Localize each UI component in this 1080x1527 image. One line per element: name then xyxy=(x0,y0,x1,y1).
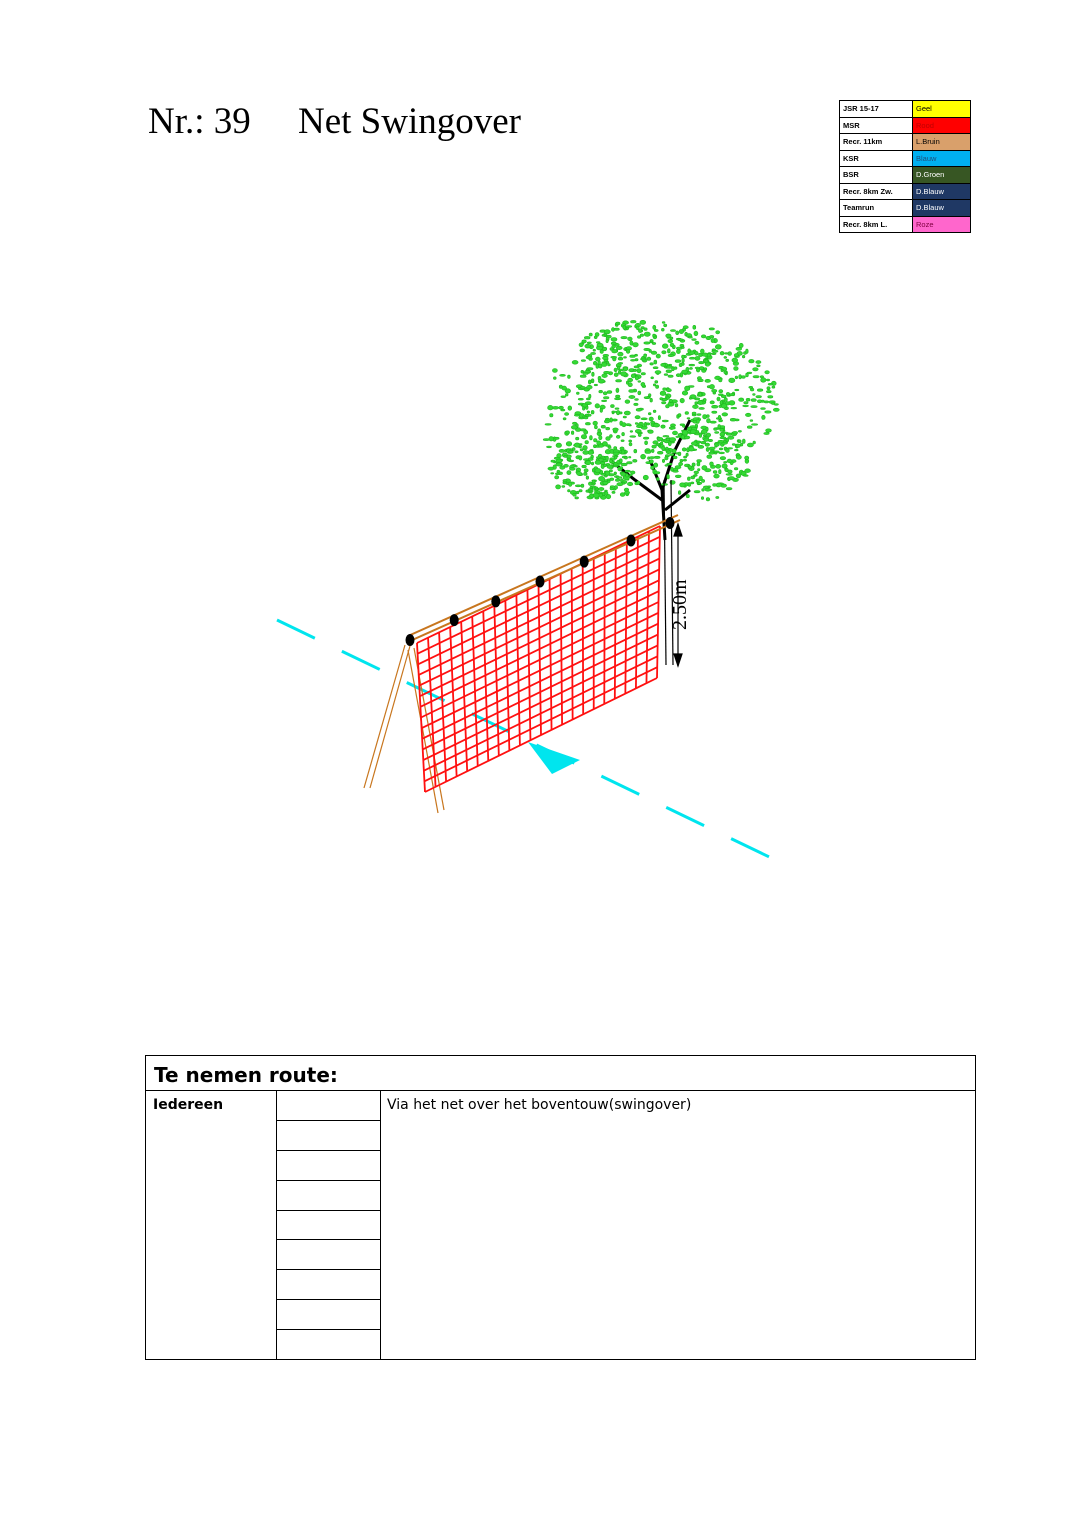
legend-row xyxy=(840,183,971,200)
legend-row xyxy=(840,117,971,134)
legend-route-name: Recr. 11km xyxy=(840,134,913,151)
legend-row xyxy=(840,216,971,233)
direction-arrow xyxy=(528,742,580,774)
legend-row xyxy=(840,167,971,184)
route-table xyxy=(145,1055,976,1360)
legend-route-color: Rood xyxy=(913,117,971,134)
legend-route-color: D.Blauw xyxy=(913,183,971,200)
route-checkbox-column xyxy=(277,1091,381,1360)
legend-route-color: L.Bruin xyxy=(913,134,971,151)
route-color-legend xyxy=(839,100,971,233)
legend-route-name: BSR xyxy=(840,167,913,184)
height-label: 2.50m xyxy=(669,579,691,630)
legend-route-name: JSR 15-17 xyxy=(840,101,913,118)
tree-icon xyxy=(543,320,779,665)
route-check-cell[interactable] xyxy=(277,1181,380,1211)
obstacle-drawing xyxy=(260,310,820,890)
route-check-cell[interactable] xyxy=(277,1330,380,1360)
legend-route-color: D.Blauw xyxy=(913,200,971,217)
legend-route-name: Recr. 8km L. xyxy=(840,216,913,233)
legend-row xyxy=(840,101,971,118)
legend-row xyxy=(840,134,971,151)
legend-route-color: Blauw xyxy=(913,150,971,167)
legend-route-name: MSR xyxy=(840,117,913,134)
legend-route-name: KSR xyxy=(840,150,913,167)
route-check-cell[interactable] xyxy=(277,1211,380,1241)
route-check-cell[interactable] xyxy=(277,1300,380,1330)
legend-row xyxy=(840,150,971,167)
obstacle-number: Nr.: 39 xyxy=(148,101,251,142)
route-heading: Te nemen route: xyxy=(146,1056,975,1091)
route-group: Iedereen xyxy=(146,1091,277,1360)
legend-route-color: Geel xyxy=(913,101,971,118)
obstacle-name: Net Swingover xyxy=(298,101,521,142)
route-check-cell[interactable] xyxy=(277,1091,380,1121)
route-check-cell[interactable] xyxy=(277,1151,380,1181)
route-line xyxy=(277,620,788,866)
route-check-cell[interactable] xyxy=(277,1240,380,1270)
route-check-cell[interactable] xyxy=(277,1270,380,1300)
route-description: Via het net over het boventouw(swingover) xyxy=(387,1097,692,1113)
legend-row xyxy=(840,200,971,217)
legend-route-color: D.Groen xyxy=(913,167,971,184)
legend-route-name: Teamrun xyxy=(840,200,913,217)
page-title xyxy=(148,100,521,143)
legend-route-color: Roze xyxy=(913,216,971,233)
route-check-cell[interactable] xyxy=(277,1121,380,1151)
legend-route-name: Recr. 8km Zw. xyxy=(840,183,913,200)
